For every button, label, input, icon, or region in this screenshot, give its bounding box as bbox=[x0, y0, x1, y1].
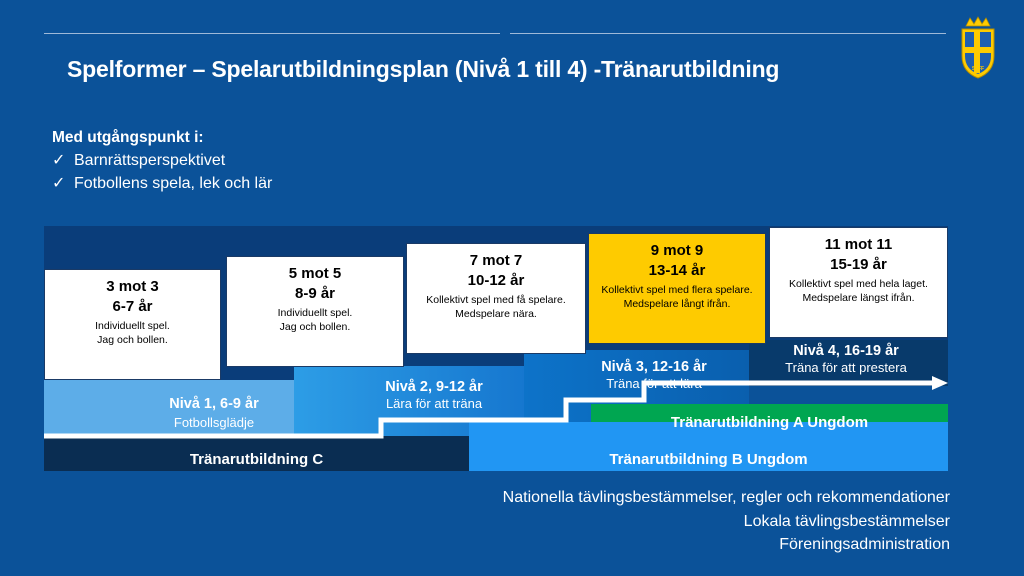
intro bbox=[52, 126, 272, 195]
card-desc-line: Individuellt spel. bbox=[95, 320, 170, 332]
checkmark-icon: ✓ bbox=[52, 152, 66, 169]
card-desc-line: Medspelare längst ifrån. bbox=[802, 292, 915, 304]
card-desc-line: Kollektivt spel med hela laget. bbox=[789, 278, 928, 290]
track-a-label: Tränarutbildning A Ungdom bbox=[670, 414, 869, 431]
card-desc-line: Medspelare nära. bbox=[455, 308, 537, 320]
card-desc-line: Kollektivt spel med få spelare. bbox=[426, 294, 566, 306]
card-desc-line: Individuellt spel. bbox=[277, 307, 353, 319]
level2-label bbox=[344, 379, 524, 411]
level3-label bbox=[564, 359, 744, 391]
card-age: 15-19 år bbox=[830, 256, 887, 273]
card-age: 10-12 år bbox=[467, 272, 525, 289]
level4-title: Nivå 4, 16-19 år bbox=[793, 343, 899, 359]
card-desc bbox=[227, 306, 403, 334]
intro-item bbox=[52, 172, 272, 195]
track-b-label: Tränarutbildning B Ungdom bbox=[609, 451, 808, 468]
level3-title: Nivå 3, 12-16 år bbox=[601, 359, 707, 375]
footer-notes bbox=[503, 486, 950, 557]
card-format: 11 mot 11 bbox=[824, 236, 893, 253]
card-desc-line: Jag och bollen. bbox=[97, 334, 168, 346]
card-format: 3 mot 3 bbox=[106, 278, 159, 295]
format-card-9v9 bbox=[588, 233, 766, 344]
level1-title: Nivå 1, 6-9 år bbox=[169, 396, 259, 412]
footer-line: Föreningsadministration bbox=[779, 536, 950, 553]
card-desc-line: Kollektivt spel med flera spelare. bbox=[601, 284, 753, 296]
level1-label bbox=[129, 396, 299, 430]
format-card-11v11 bbox=[769, 227, 948, 338]
footer-line: Nationella tävlingsbestämmelser, regler och rekommendationer bbox=[502, 489, 950, 506]
top-rule-right bbox=[510, 33, 946, 34]
card-desc bbox=[589, 283, 765, 311]
track-c-label: Tränarutbildning C bbox=[189, 451, 324, 468]
card-age: 8-9 år bbox=[294, 285, 336, 302]
card-format: 7 mot 7 bbox=[469, 252, 523, 269]
top-rule-left bbox=[44, 33, 500, 34]
crest-text: SvFF bbox=[971, 66, 985, 72]
card-desc bbox=[770, 277, 947, 305]
card-format: 5 mot 5 bbox=[288, 265, 342, 282]
intro-item bbox=[52, 149, 272, 172]
checkmark-icon: ✓ bbox=[52, 175, 66, 192]
format-card-7v7 bbox=[406, 243, 586, 354]
staircase-diagram bbox=[44, 226, 948, 471]
format-card-3v3 bbox=[44, 269, 221, 380]
card-format: 9 mot 9 bbox=[650, 242, 704, 259]
level3-sub: Träna för att lära bbox=[606, 376, 702, 391]
level2-sub: Lära för att träna bbox=[385, 396, 483, 411]
intro-heading: Med utgångspunkt i: bbox=[52, 129, 204, 146]
card-age: 6-7 år bbox=[112, 298, 153, 315]
level1-sub: Fotbollsglädje bbox=[173, 415, 255, 430]
format-card-5v5 bbox=[226, 256, 404, 367]
intro-item-label: Fotbollens spela, lek och lär bbox=[74, 175, 273, 192]
card-age: 13-14 år bbox=[648, 262, 706, 279]
level4-label bbox=[756, 343, 936, 375]
card-desc bbox=[407, 293, 585, 321]
intro-item-label: Barnrättsperspektivet bbox=[74, 152, 226, 169]
card-desc bbox=[45, 319, 220, 347]
svff-crest-icon bbox=[958, 16, 998, 80]
page-title: Spelformer – Spelarutbildningsplan (Nivå 1 till 4) -Tränarutbildning bbox=[67, 56, 780, 82]
card-desc-line: Jag och bollen. bbox=[279, 321, 351, 333]
footer-line: Lokala tävlingsbestämmelser bbox=[743, 512, 950, 530]
level4-sub: Träna för att prestera bbox=[785, 360, 907, 375]
level2-title: Nivå 2, 9-12 år bbox=[385, 379, 483, 395]
card-desc-line: Medspelare långt ifrån. bbox=[623, 298, 731, 310]
